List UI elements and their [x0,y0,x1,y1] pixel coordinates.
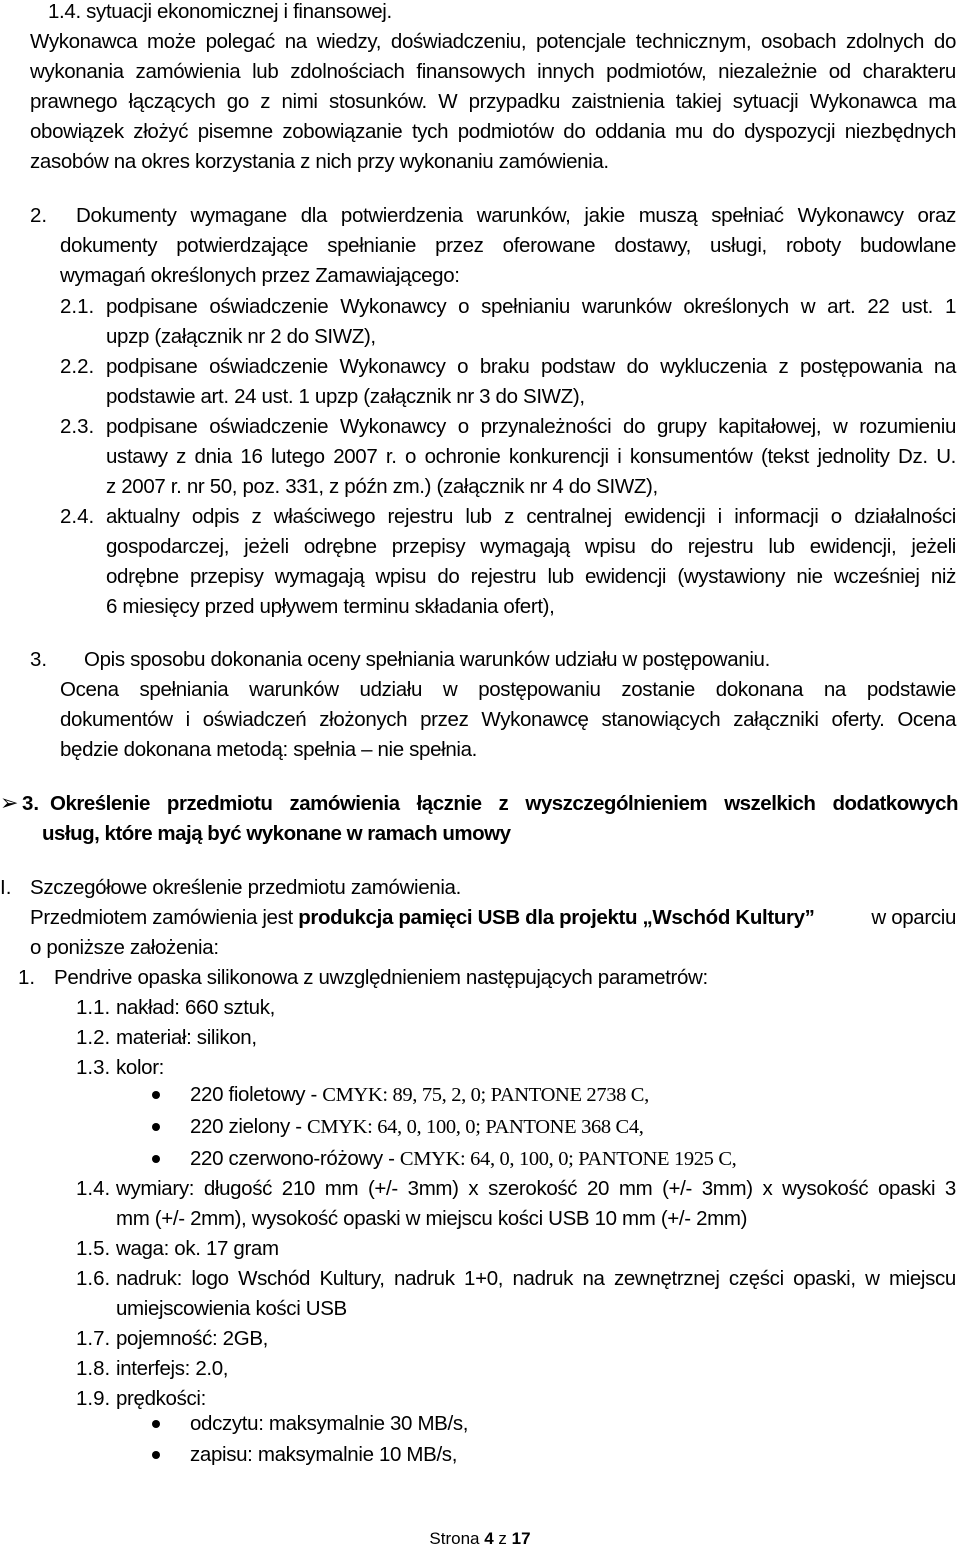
section-number-I: I. [0,876,12,899]
list-item-number: 2.1. [60,295,95,318]
param-text: wymiary: długość 210 mm (+/- 3mm) x szerokość 20 mm (+/- 3mm) x wysokość opaski 3 [116,1177,956,1200]
list-item-line: podstawie art. 24 ust. 1 upzp (załącznik nr 3 do SIWZ), [106,385,585,408]
paragraph-line: Ocena spełniania warunków udziału w postępowaniu zostanie dokonana na podstawie [60,678,956,701]
param-text: nakład: 660 sztuk, [116,996,275,1019]
list-item-line: 6 miesięcy przed upływem terminu składania ofert), [106,595,555,618]
intro-text: Przedmiotem zamówienia jest [30,906,299,929]
param-number: 1.3. [76,1056,111,1079]
param-number: 1.6. [76,1267,111,1290]
paragraph-line: obowiązek złożyć pisemne zobowiązanie tych podmiotów do oddania mu do dyspozycji niezbędnych [30,120,956,143]
param-text: interfejs: 2.0, [116,1357,229,1380]
param-text: mm (+/- 2mm), wysokość opaski w miejscu kości USB 10 mm (+/- 2mm) [116,1207,748,1230]
footer-page-total: 17 [511,1529,531,1548]
intro-text-end: w oparciu [871,906,956,929]
list-item-number: 2.4. [60,505,95,528]
list-item-line: upzp (załącznik nr 2 do SIWZ), [106,325,376,348]
intro-line: o poniższe założenia: [30,936,219,959]
list-item-number: 1. [18,966,36,989]
section-number-2: 2. [30,204,48,227]
bullet-icon [152,1155,160,1163]
param-number: 1.4. [76,1177,111,1200]
color-spec: CMYK: 64, 0, 100, 0; PANTONE 368 C4, [307,1116,644,1138]
section-heading-1-4: 1.4. sytuacji ekonomicznej i finansowej. [48,0,392,23]
color-spec: CMYK: 64, 0, 100, 0; PANTONE 1925 C, [399,1148,737,1170]
footer-prefix: Strona [429,1529,485,1548]
footer-mid: z [493,1529,512,1548]
paragraph-line: Wykonawca może polegać na wiedzy, doświadczeniu, potencjale technicznym, osobach zdolnych do [30,30,956,53]
param-number: 1.2. [76,1026,111,1049]
page-footer [0,1528,960,1550]
param-text: nadruk: logo Wschód Kultury, nadruk 1+0, nadruk na zewnętrznej części opaski, w miejscu [116,1267,956,1290]
intro-line [30,903,956,933]
list-item-line: z 2007 r. nr 50, poz. 331, z późn zm.) (załącznik nr 4 do SIWZ), [106,475,658,498]
paragraph-line: będzie dokonana metodą: spełnia – nie spełnia. [60,738,477,761]
param-text: waga: ok. 17 gram [116,1237,279,1260]
speed-item: zapisu: maksymalnie 10 MB/s, [190,1443,458,1466]
list-item-number: 2.3. [60,415,95,438]
color-item [190,1144,736,1174]
section-title-bold: Określenie przedmiotu zamówienia łącznie z wyszczególnieniem wszelkich dodatkowych [50,792,958,815]
list-item-line: podpisane oświadczenie Wykonawcy o spełnianiu warunków określonych w art. 22 ust. 1 [106,295,956,318]
section-title-bold: usług, które mają być wykonane w ramach umowy [42,822,511,845]
paragraph-line: prawnego łączących go z nimi stosunków. W przypadku zaistnienia takiej sytuacji Wykonawca ma [30,90,956,113]
speed-item: odczytu: maksymalnie 30 MB/s, [190,1412,469,1435]
list-item-line: gospodarczej, jeżeli odrębne przepisy wymagają wpisu do rejestru lub ewidencji, jeżeli [106,535,956,558]
section-title: Szczegółowe określenie przedmiotu zamówienia. [30,876,461,899]
list-item-line: odrębne przepisy wymagają wpisu do rejestru lub ewidencji (wystawiony nie wcześniej niż [106,565,956,588]
paragraph-line: wykonania zamówienia lub zdolnościach finansowych innych podmiotów, niezależnie od charakteru [30,60,956,83]
paragraph-line: dokumentów i oświadczeń złożonych przez Wykonawcę stanowiących załączniki oferty. Ocena [60,708,956,731]
param-text: umiejscowienia kości USB [116,1297,347,1320]
bullet-icon [152,1091,160,1099]
color-name: 220 zielony - [190,1115,308,1138]
section-title: Opis sposobu dokonania oceny spełniania warunków udziału w postępowaniu. [84,648,770,671]
param-text: prędkości: [116,1387,206,1410]
color-item [190,1112,644,1142]
bullet-icon [152,1451,160,1459]
list-item-number: 2.2. [60,355,95,378]
param-text: materiał: silikon, [116,1026,257,1049]
paragraph-line: Dokumenty wymagane dla potwierdzenia warunków, jakie muszą spełniać Wykonawcy oraz [76,204,956,227]
list-item-line: aktualny odpis z właściwego rejestru lub z centralnej ewidencji i informacji o działalności [106,505,956,528]
param-number: 1.7. [76,1327,111,1350]
color-name: 220 fioletowy - [190,1083,323,1106]
footer-page-number: 4 [484,1529,494,1548]
paragraph-line: zasobów na okres korzystania z nich przy wykonaniu zamówienia. [30,150,609,173]
param-number: 1.1. [76,996,111,1019]
list-item-line: podpisane oświadczenie Wykonawcy o przynależności do grupy kapitałowej, w rozumieniu [106,415,956,438]
arrow-bullet-icon: ➢ [0,791,19,816]
section-number-3-bold: 3. [22,792,40,815]
bullet-icon [152,1420,160,1428]
param-text: pojemność: 2GB, [116,1327,268,1350]
list-item-line: ustawy z dnia 16 lutego 2007 r. o ochronie konkurencji i konsumentów (tekst jednolity Dz. U. [106,445,956,468]
param-text: kolor: [116,1056,165,1079]
param-number: 1.9. [76,1387,111,1410]
color-item [190,1080,649,1110]
bullet-icon [152,1123,160,1131]
paragraph-line: wymagań określonych przez Zamawiającego: [60,264,460,287]
section-number-3: 3. [30,648,48,671]
param-number: 1.8. [76,1357,111,1380]
color-name: 220 czerwono-różowy - [190,1147,400,1170]
color-spec: CMYK: 89, 75, 2, 0; PANTONE 2738 C, [322,1084,649,1106]
list-item-text: Pendrive opaska silikonowa z uwzględnieniem następujących parametrów: [54,966,708,989]
paragraph-line: dokumenty potwierdzające spełnianie przez oferowane dostawy, usługi, roboty budowlane [60,234,956,257]
list-item-line: podpisane oświadczenie Wykonawcy o braku podstaw do wykluczenia z postępowania na [106,355,956,378]
intro-bold-text: produkcja pamięci USB dla projektu „Wschód Kultury” [298,906,815,929]
param-number: 1.5. [76,1237,111,1260]
